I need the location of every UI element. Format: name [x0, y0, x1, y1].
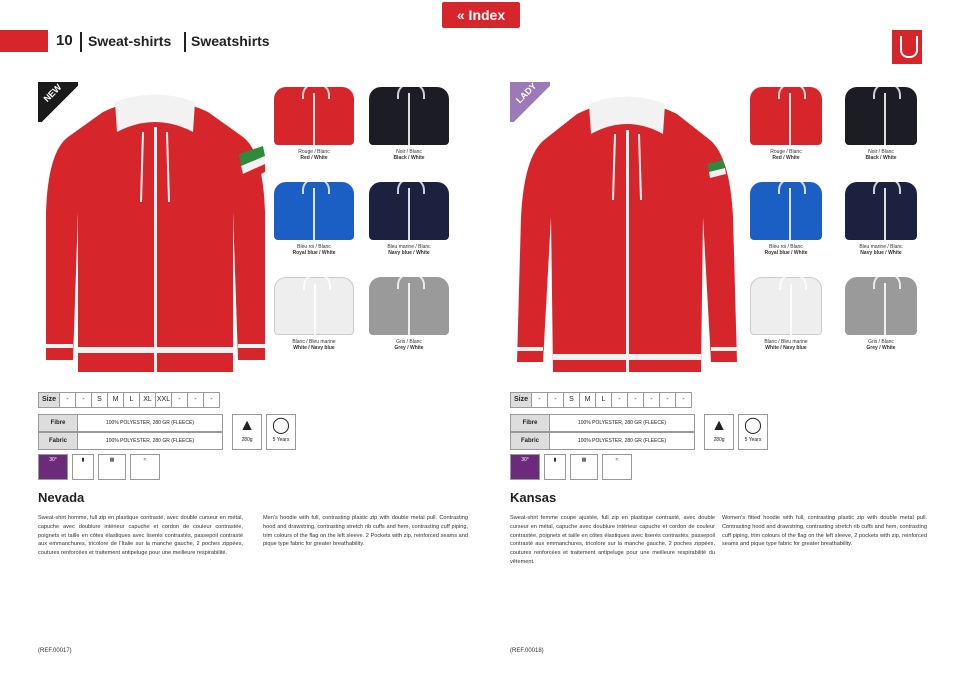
- variant-navy[interactable]: Bleu marine / Blanc Navy blue / White: [840, 182, 922, 270]
- variant-red[interactable]: Rouge / Blanc Red / White: [745, 87, 827, 175]
- zip-icon: ▮: [72, 454, 94, 480]
- page-number: 10: [56, 32, 73, 49]
- product-kansas: [510, 82, 950, 672]
- product-title: Kansas: [510, 490, 557, 505]
- category-en: Sweatshirts: [191, 33, 270, 49]
- header-separator: [80, 32, 82, 52]
- variant-grey[interactable]: Gris / Blanc Grey / White: [368, 277, 450, 365]
- warranty-icon: ◯ 5 Years: [266, 414, 296, 450]
- pocket-icon: ▦: [570, 454, 598, 480]
- header-red-bar: [0, 30, 48, 52]
- product-nevada: [38, 82, 478, 672]
- hoodie-main-image: [515, 92, 740, 382]
- product-title: Nevada: [38, 490, 85, 505]
- fabric-icon: ≈: [130, 454, 160, 480]
- index-button[interactable]: « Index: [442, 2, 520, 28]
- product-code: (REF.00017): [38, 648, 72, 654]
- variant-red[interactable]: Rouge / Blanc Red / White: [273, 87, 355, 175]
- header-separator: [184, 32, 186, 52]
- description-fr: Sweat-shirt femme coupe ajustée, full zip en plastique contrasté, avec double curseur en métal, capuche avec doublure intérieur capuche et cordon de couleur contrastée, poignets et taille en côtes élastiques avec liserés contrastés, passepoil contrasté aux emmanchures, tricolore sur la manche gauche, 2 poches zippées, coutures renforcées et traitement antipeluge pour une meilleure respirabilité du vêtement.: [510, 515, 715, 565]
- variant-royal-blue[interactable]: Bleu roi / Blanc Royal blue / White: [273, 182, 355, 270]
- variant-white[interactable]: Blanc / Bleu marine White / Navy blue: [273, 277, 355, 365]
- variant-royal-blue[interactable]: Bleu roi / Blanc Royal blue / White: [745, 182, 827, 270]
- new-badge: NEW: [38, 82, 78, 122]
- product-code: (REF.00018): [510, 648, 544, 654]
- pocket-icon: ▦: [98, 454, 126, 480]
- spec-row: Fabric 100% POLYESTER, 280 GR (FLEECE): [38, 432, 223, 450]
- hoodie-main-image: [43, 92, 268, 382]
- care-icons: [38, 454, 160, 480]
- lady-badge: LADY: [510, 82, 550, 122]
- size-table: Size - - S M L - - - - -: [510, 392, 691, 408]
- wash-icon: 30°: [38, 454, 68, 480]
- variant-black[interactable]: Noir / Blanc Black / White: [368, 87, 450, 175]
- variant-black[interactable]: Noir / Blanc Black / White: [840, 87, 922, 175]
- description-fr: Sweat-shirt homme, full zip en plastique contrasté, avec double curseur en métal, capuche avec doublure intérieur capuche et cordon de couleur contrastée, poignets et taille en côtes élastiques avec liserés contrastés, passepoil contrasté aux emmanchures, tricolore de l'Italie sur la manche gauche, 2 poches zippées, coutures renforcées et traitement antipeluge pour une meilleure respirabilité.: [38, 515, 243, 557]
- wash-icon: 30°: [510, 454, 540, 480]
- variant-grey[interactable]: Gris / Blanc Grey / White: [840, 277, 922, 365]
- variant-white[interactable]: Blanc / Bleu marine White / Navy blue: [745, 277, 827, 365]
- weight-icon: ▲ 280g: [704, 414, 734, 450]
- spec-row: Fabric 100% POLYESTER, 280 GR (FLEECE): [510, 432, 695, 450]
- category-fr: Sweat-shirts: [88, 33, 172, 49]
- spec-row: Fibre 100% POLYESTER, 280 GR (FLEECE): [510, 414, 695, 432]
- fabric-icon: ≈: [602, 454, 632, 480]
- weight-icon: ▲ 280g: [232, 414, 262, 450]
- care-icons: [510, 454, 632, 480]
- brand-logo: [892, 30, 922, 64]
- description-en: Men's hoodie with full, contrasting plastic zip with double metal pull. Contrasting hood and drawstring, contrasting stretch rib cuffs and hem, contrasting cuff piping, trim colours of the flag on the left sleeve. 2 Pockets with zip, reinforced seams and pique type fabric for greater breathability.: [263, 515, 468, 548]
- description-en: Women's fitted hoodie with full, contrasting plastic zip with double metal pull. Contrasting hood and drawstring, contrasting stretch rib cuffs and hem, contrasting cuff piping, trim colours of the flag on the left sleeve, 2 pockets with zip, reinforced seams and pique type fabric for greater breathability.: [722, 515, 927, 548]
- warranty-icon: ◯ 5 Years: [738, 414, 768, 450]
- variant-navy[interactable]: Bleu marine / Blanc Navy blue / White: [368, 182, 450, 270]
- spec-row: Fibre 100% POLYESTER, 280 GR (FLEECE): [38, 414, 223, 432]
- size-table: Size - - S M L XL XXL - - -: [38, 392, 219, 408]
- zip-icon: ▮: [544, 454, 566, 480]
